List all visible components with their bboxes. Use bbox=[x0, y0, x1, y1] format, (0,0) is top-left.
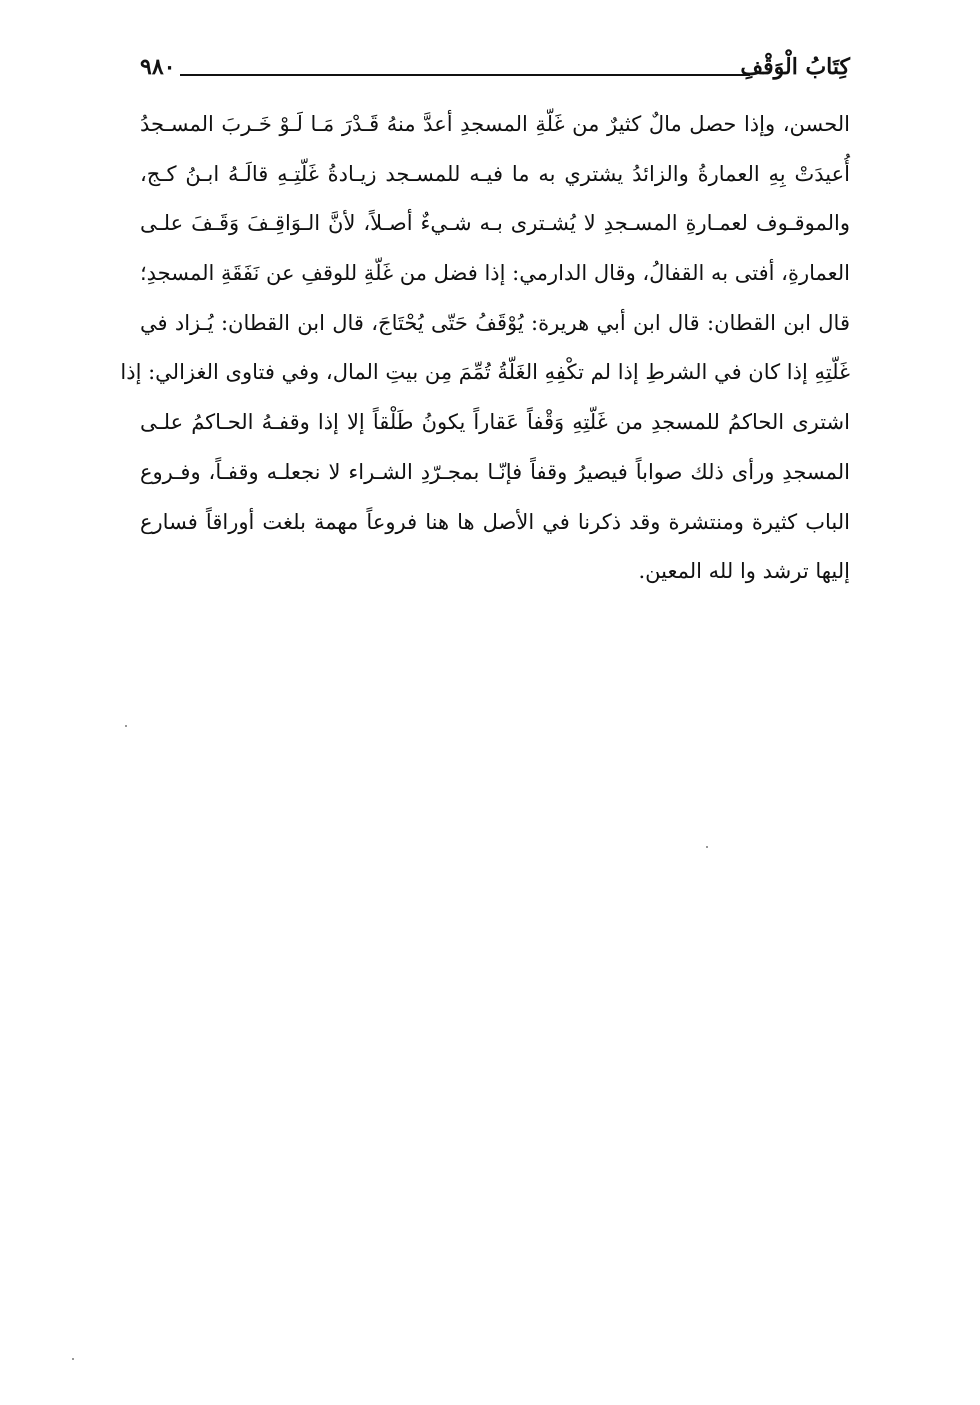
scan-speck bbox=[72, 1358, 74, 1360]
text-line: العمارةِ، أفتى به القفالُ، وقال الدارمي: إذا فضل من غَلّةِ للوقفِ عن نَفَقَةِ المسجدِ؛ bbox=[139, 261, 850, 286]
page-header bbox=[140, 52, 850, 82]
header-rule bbox=[180, 74, 750, 76]
text-line: أُعيدَتْ بِهِ العمارةُ والزائدُ يشتري به ما فيـه للمسـجد زيـادةُ غَلّتِـهِ قالَـهُ ابـنُ كـج، bbox=[140, 161, 850, 186]
body-text bbox=[120, 100, 850, 597]
text-line: غَلّتِهِ إذا كان في الشرطِ إذا لم تكْفِهِ الغَلّةُ تُمِّمَ مِن بيتِ المال، وفي فتاوى الغزالي: إذا bbox=[120, 360, 850, 385]
scan-speck bbox=[706, 846, 708, 848]
running-head-title: كِتَابُ الْوَقْفِ bbox=[740, 54, 850, 80]
text-line: الباب كثيرة ومنتشرة وقد ذكرنا في الأصل ها هنا فروعاً مهمة بلغت أوراقاً فسارع bbox=[140, 509, 850, 534]
text-line: اشترى الحاكمُ للمسجدِ من غَلّتِهِ وَقْفاً عَقاراً يكونُ طَلْقاً إلا إذا وقفـهُ الحـاكمُ علـى bbox=[140, 410, 850, 435]
text-line: قال ابن القطان: قال ابن أبي هريرة: يُوْقَفُ حَتّى يُحْتَاجَ، قال ابن القطان: يُـزاد في bbox=[140, 310, 850, 335]
scan-speck bbox=[125, 725, 127, 727]
page-number: ٩٨٠ bbox=[140, 54, 176, 80]
text-line: والموقـوف لعمـارةِ المسـجدِ لا يُشـترى بـه شـيءٌ أصـلاً، لأنَّ الـوَاقِـفَ وَقَـفَ علـى bbox=[140, 211, 850, 236]
text-line: الحسن، وإذا حصل مالٌ كثيرٌ من غَلّةِ المسجدِ أعدَّ منهُ قَـدْرَ مَـا لَـوْ خَـربَ المسـجدُ bbox=[140, 112, 850, 136]
text-line: إليها ترشد وا لله المعين. bbox=[638, 559, 850, 584]
text-line: المسجدِ ورأى ذلك صواباً فيصيرُ وقفاً فإنّـا بمجـرّدِ الشـراء لا نجعلـه وقفـاً، وفـروع bbox=[140, 459, 850, 484]
